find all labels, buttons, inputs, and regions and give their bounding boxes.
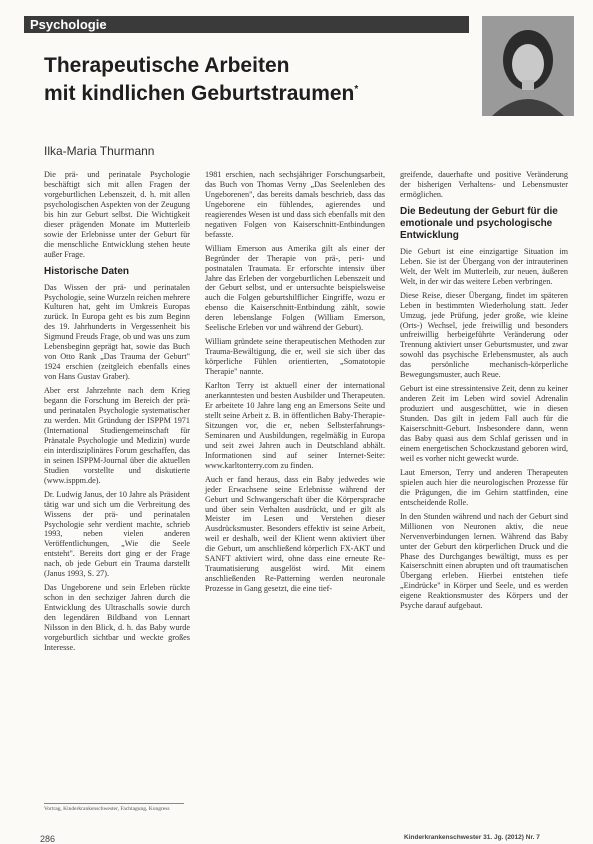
intro-paragraph: Die prä- und perinatale Psychologie beschäftigt sich mit allen Fragen der vorgeburtlichen Lebenszeit, d. h. mit allen psychologischen Aspekten von der Zeugung bis hin zur Geburt selbst. Die Wichtigkeit dieser prägenden Monate im Mutterleib sowie der Erlebnisse unter der Geburt für die menschliche Entwicklung stehen heute außer Frage. <box>44 170 190 259</box>
paragraph: Dr. Ludwig Janus, der 10 Jahre als Präsident tätig war und sich um die Verbreitung des Wissens der prä- und perinatalen Psychologie sehr verdient machte, schrieb 1993, neben vielen anderen Veröffentlichungen, „Wie die Seele entsteht". Bereits dort ging er der Frage nach, ob jede Geburt ein Trauma darstellt (Janus 1993, S. 27). <box>44 489 190 579</box>
paragraph: William gründete seine therapeutischen Methoden zur Trauma-Bewältigung, die er, weil sie sich über das körperliche Fühlen orientierten, „Somatotopie Therapie" nannte. <box>205 337 385 377</box>
text-column-2 <box>205 170 385 598</box>
paragraph: Geburt ist eine stressintensive Zeit, denn zu keiner anderen Zeit im Leben wird soviel Adrenalin produziert und ausgeschüttet, wie in diesen Stunden. Das gilt in jedem Fall auch für die Kaiserschnitt-Geburt. Insbesondere dann, wenn das Baby quasi aus dem Schlaf gerissen und in einem energetischen Schockzustand geboren wird, weil es vorher nicht geweckt wurde. <box>400 384 568 463</box>
paragraph: Diese Reise, dieser Übergang, findet im späteren Leben in bestimmten Wiederholung statt. Jeder Umzug, jede Prüfung, jeder große, wie kleine (Orts-) Wechsel, jede freiwillig und besonders unfreiwillig herbeigeführte Veränderung oder Trennung aktiviert unser Geburtsmuster, und zwar sowohl das psychische Erlebensmuster, als auch das persönliche mechanisch-körperliche Bewegungsmuster, auch Reue. <box>400 290 568 380</box>
text-column-1 <box>44 170 190 657</box>
paragraph: In den Stunden während und nach der Geburt sind Millionen von Neuronen aktiv, die neue Nervenverbindungen lernen. Während das Baby unter der Geburt den körperlichen Druck und die Phase des Durchganges bewältigt, muss es per Kaiserschnitt einen abrupten und oft traumatischen Übergang erleben. Hierbei entstehen tiefe „Eindrücke" in Körper und Seele, und es werden eigene Reaktionsmuster des Körpers und der Psyche darauf aufgebaut. <box>400 511 568 611</box>
title-line-1: Therapeutische Arbeiten <box>44 54 290 77</box>
paragraph: Das Ungeborene und sein Erleben rückte schon in den sechziger Jahren durch die Entwicklung des Ultraschalls sowie durch den legendären Bildband von Lennart Nilsson in den Blick, d. h. das Baby wurde vorgeburtlich sichtbar und weckte großes Interesse. <box>44 583 190 652</box>
paragraph: Aber erst Jahrzehnte nach dem Krieg begann die Forschung im Bereich der prä- und perinatalen Psychologie systematischer zu werden. Mit Gründung der ISPPM 1971 (International Studiengemeinschaft für Pränatale Psychologie und Medizin) wurde ein interdisziplinäres Forum geschaffen, das in seinen ISPPM-Journal über die aktuellen Studien vorstellte und diskutierte (www.isppm.de). <box>44 386 190 485</box>
article-title <box>44 54 464 106</box>
text-column-3 <box>400 170 568 615</box>
paragraph: 1981 erschien, nach sechsjähriger Forschungsarbeit, das Buch von Thomas Verny „Das Seelenleben des Ungeborenen", das bereits damals beschrieb, dass das Ungeborene ein fühlendes, agierendes und reagierendes Wesen ist und dass sich ebenfalls mit den negativen Folgen von Kaiserschnitt-Entbindungen befasste. <box>205 170 385 239</box>
paragraph: Die Geburt ist eine einzigartige Situation im Leben. Sie ist der Übergang von der intrauterinen Welt, der Welt im Mutterleib, zur neuen, äußeren Welt, in der wir das weitere Leben verbringen. <box>400 246 568 286</box>
paragraph: Karlton Terry ist aktuell einer der international anerkanntesten und besten Ausbilder und Therapeuten. Er arbeitete 10 Jahre lang eng an Emersons Seite und stellt seine Arbeit z. B. in öffentlichen Baby-Therapie-Sitzungen vor, die er, neben Selbsterfahrungs-Seminaren und Ausbildungen, regelmäßig in Europa und seit zwei Jahren auch in Deutschland abhält. Informationen sind auf seiner Internet-Seite: www.karltonterry.com zu finden. <box>205 381 385 470</box>
section-header: Psychologie <box>24 16 469 33</box>
author-photo <box>482 16 574 116</box>
portrait-image <box>482 16 574 116</box>
heading-birth-meaning: Die Bedeutung der Geburt für die emotionale und psychologische Entwicklung <box>400 205 558 241</box>
author-name: Ilka-Maria Thurmann <box>44 144 155 158</box>
paragraph: Das Wissen der prä- und perinatalen Psychologie, seine Wurzeln reichen mehrere Kulturen hat, geht im Umkreis Europas zurück. In Europa geht es bis zum Beginn des 19. Jahrhunderts in Vergessenheit bis Sigmund Freuds Frage, ob und was uns zum Lebensbeginn geprägt hat, sowie das Buch von Otto Rank „Das Trauma der Geburt" 1924 erschien (zeitgleich ebenfalls eines von Hans Gustav Graber). <box>44 282 190 382</box>
heading-history: Historische Daten <box>44 265 130 277</box>
journal-name: Kinderkrankenschwester 31. Jg. (2012) Nr. 7 <box>404 834 540 841</box>
footnote: Vortrag, Kinderkrankenschwester, Fachtagung, Kongress <box>44 803 184 813</box>
page-number: 286 <box>40 834 56 844</box>
journal-reference <box>404 834 540 841</box>
title-footnote-mark: * <box>354 84 359 95</box>
paragraph: William Emerson aus Amerika gilt als einer der Begründer der Therapie von prä-, peri- und postnatalen Traumata. Er erforschte intensiv über Jahre das Erleben der vorgeburtlichen Lebenszeit und der Geburt selbst, und er untersuchte beispielsweise auch die Folgen geburtshilflicher Eingriffe, wozu er ebenso die Kaiserschnitt-Entbindung zählt, sowie deren lebenslange Folgen (William Emerson, Seelische Erleben vor und während der Geburt). <box>205 243 385 333</box>
paragraph: Laut Emerson, Terry und anderen Therapeuten spielen auch hier die neurologischen Prozesse für die Prägungen, die im Gehirn stattfinden, eine entscheidende Rolle. <box>400 467 568 507</box>
title-line-2: mit kindlichen Geburtstraumen <box>44 82 355 105</box>
paragraph: Auch er fand heraus, dass ein Baby jedwedes wie jeder Erwachsene seine Erlebnisse während der Geburt und Schwangerschaft über die Körpersprache und über sein Verhalten ausdrückt, und er gilt als Meister im Lesen und Verstehen dieser Ausdrücksmuster. Besonders effektiv ist seine Arbeit, weil er deshalb, weil der Klient wenn aktiviert über die Geburt, um anschließend körperlich FX-AKT und SANFT aktiviert wird, ohne dass eine erneute Re-Traumatisierung ausgelöst wird. Mit einem anschließenden Re-Patterning werden neuronale Prozesse in Gang gesetzt, die eine tief- <box>205 474 385 594</box>
paragraph: greifende, dauerhafte und positive Veränderung der bisherigen Verhaltens- und Lebensmuster ermöglichen. <box>400 170 568 199</box>
